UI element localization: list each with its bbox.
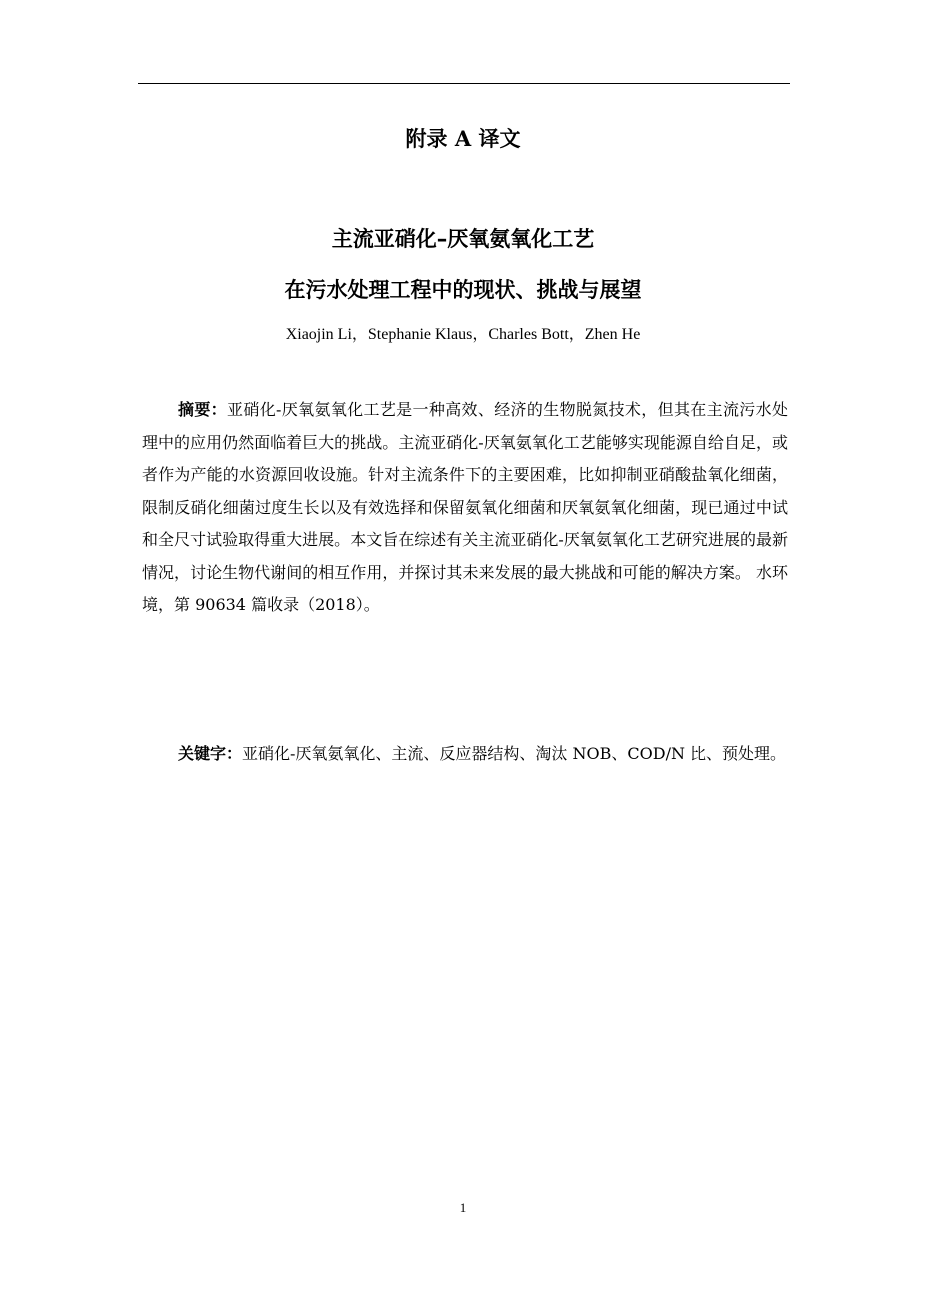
keywords-label: 关键字： <box>178 744 243 763</box>
paper-title-line-1: 主流亚硝化–厌氧氨氧化工艺 <box>331 227 595 251</box>
keywords-text: 亚硝化-厌氧氨氧化、主流、反应器结构、淘汰 NOB、COD/N 比、预处理。 <box>242 744 787 763</box>
header-rule <box>138 83 790 84</box>
abstract-text: 亚硝化-厌氧氨氧化工艺是一种高效、经济的生物脱氮技术，但其在主流污水处理中的应用仍然面临着巨大的挑战。主流亚硝化-厌氧氨氧化工艺能够实现能源自给自足，或者作为产能的水资源回收设施。针对主流条件下的主要困难，比如抑制亚硝酸盐氧化细菌，限制反硝化细菌过度生长以及有效选择和保留氨氧化细菌和厌氧氨氧化细菌，现已通过中试和全尺寸试验取得重大进展。本文旨在综述有关主流亚硝化-厌氧氨氧化工艺研究进展的最新情况，讨论生物代谢间的相互作用，并探讨其未来发展的最大挑战和可能的解决方案。 水环境，第 90634 篇收录（2018）。 <box>142 400 788 614</box>
page-number: 1 <box>459 1200 467 1215</box>
abstract-paragraph <box>142 394 788 622</box>
abstract-label: 摘要： <box>178 400 228 419</box>
paper-title-line-2: 在污水处理工程中的现状、挑战与展望 <box>284 278 642 302</box>
appendix-title: 附录 A 译文 <box>405 126 521 151</box>
author-list: Xiaojin Li，Stephanie Klaus，Charles Bott，Zhen He <box>285 326 641 343</box>
keywords-paragraph <box>142 738 788 771</box>
